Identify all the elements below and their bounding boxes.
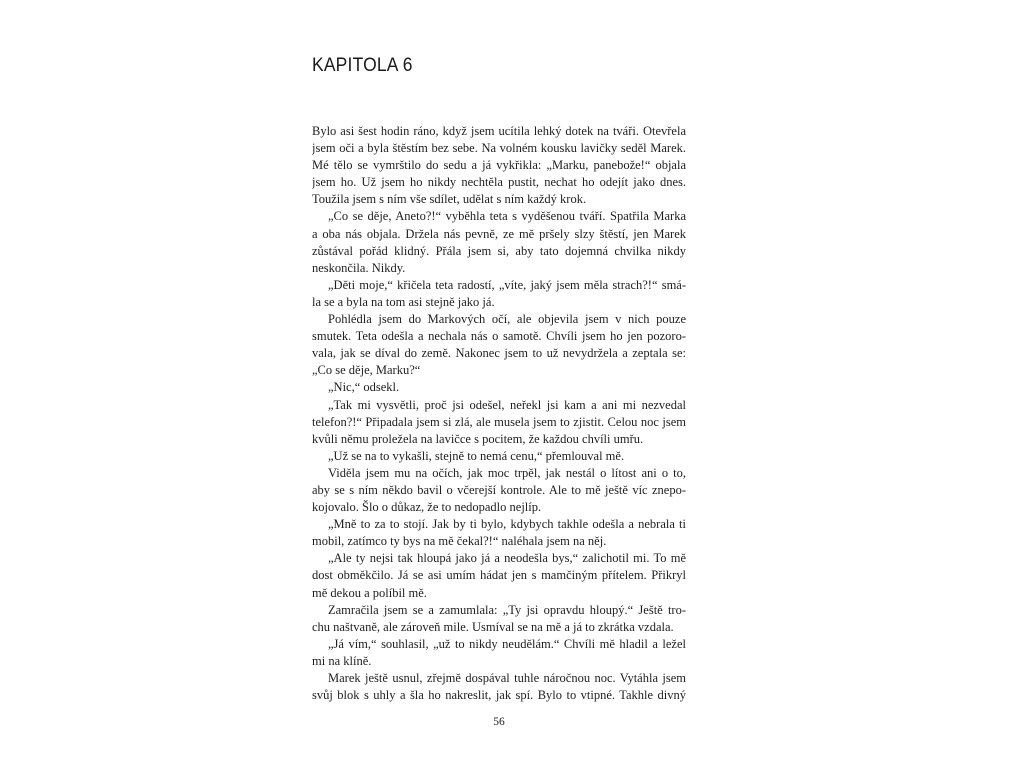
paragraph (312, 397, 686, 448)
page-number: 56 (493, 716, 505, 728)
text-line: „Já vím,“ souhlasil, „už to nikdy neudělám.“ Chvíli mě hladil a ležel (328, 636, 686, 651)
text-line: Pohlédla jsem do Markových očí, ale objevila jsem v nich pouze (328, 312, 686, 327)
text-line: dost obměkčilo. Já se asi umím hádat jen s mamčiným přítelem. Přikryl (312, 568, 686, 583)
chapter-body (312, 123, 686, 704)
paragraph (312, 311, 686, 379)
text-line: neskončila. Nikdy. (312, 260, 406, 275)
book-page (312, 0, 686, 768)
text-line: „Ale ty nejsi tak hloupá jako já a neodešla bys,“ zalichotil mi. To mě (328, 551, 686, 566)
paragraph (312, 602, 686, 636)
text-line: jsem ho. Už jsem ho nikdy nechtěla pustit, nechat ho odejít jako dnes. (312, 175, 686, 190)
text-line: „Co se děje, Aneto?!“ vyběhla teta s vyděšenou tváří. Spatřila Marka (328, 209, 686, 224)
text-line: Mé tělo se vymrštilo do sedu a já vykřikla: „Marku, panebože!“ objala (312, 158, 686, 173)
text-line: mě dekou a políbil mě. (312, 585, 427, 600)
text-line: „Nic,“ odsekl. (328, 380, 400, 395)
text-line: Zamračila jsem se a zamumlala: „Ty jsi opravdu hloupý.“ Ještě tro- (328, 602, 686, 617)
paragraph (312, 465, 686, 516)
text-line: aby se s ním někdo bavil o včerejší kontrole. Ale to mě ještě víc znepo- (312, 482, 686, 497)
text-line: Toužila jsem s ním vše sdílet, udělat s ním každý krok. (312, 192, 587, 207)
text-line: kojovalo. Šlo o důkaz, že to nedopadlo nejlíp. (312, 500, 542, 515)
text-line: jsem oči a byla štěstím bez sebe. Na volném kousku lavičky seděl Marek. (312, 141, 686, 156)
text-line: la se a byla na tom asi stejně jako já. (312, 294, 495, 309)
text-line: telefon?!“ Připadala jsem si zlá, ale musela jsem to zjistit. Celou noc jsem (312, 414, 686, 429)
paragraph (312, 208, 686, 276)
text-line: „Mně to za to stojí. Jak by ti bylo, kdybych takhle odešla a nebrala ti (328, 517, 686, 532)
paragraph (312, 123, 686, 208)
text-line: a oba nás objala. Držela nás pevně, ze mě pršely slzy štěstí, jen Marek (312, 226, 686, 241)
text-line: vala, jak se díval do země. Nakonec jsem to už nevydržela a zeptala se: (312, 346, 686, 361)
paragraph (312, 379, 686, 396)
paragraph (312, 636, 686, 670)
text-line: Viděla jsem mu na očích, jak moc trpěl, jak nestál o lítost ani o to, (328, 465, 686, 480)
text-line: zůstával pořád klidný. Přála jsem si, aby tato dojemná chvilka nikdy (312, 243, 686, 258)
text-line: „Tak mi vysvětli, proč jsi odešel, neřekl jsi kam a ani mi nezvedal (328, 397, 686, 412)
paragraph (312, 277, 686, 311)
text-line: chu naštvaně, ale zároveň mile. Usmíval se na mě a já to zkrátka vzdala. (312, 619, 674, 634)
chapter-title: KAPITOLA 6 (312, 55, 413, 76)
paragraph (312, 516, 686, 550)
paragraph (312, 670, 686, 704)
text-line: „Co se děje, Marku?“ (312, 363, 421, 378)
text-line: svůj blok s uhly a šla ho nakreslit, jak spí. Bylo to vtipné. Takhle divný (312, 688, 686, 703)
text-line: „Už se na to vykašli, stejně to nemá cenu,“ přemlouval mě. (328, 448, 625, 463)
paragraph (312, 550, 686, 601)
text-line: kvůli němu proležela na lavičce s pocitem, že každou chvíli umřu. (312, 431, 644, 446)
paragraph (312, 448, 686, 465)
text-line: Marek ještě usnul, zřejmě dospával tuhle náročnou noc. Vytáhla jsem (328, 671, 686, 685)
text-line: mobil, zatímco ty bys na mě čekal?!“ naléhala jsem na něj. (312, 534, 607, 549)
text-line: mi na klíně. (312, 653, 372, 668)
text-line: smutek. Teta odešla a nechala nás o samotě. Chvíli jsem ho jen pozoro- (312, 329, 686, 344)
text-line: „Děti moje,“ křičela teta radostí, „víte, jaký jsem měla strach?!“ smá- (328, 277, 686, 292)
text-line: Bylo asi šest hodin ráno, když jsem ucítila lehký dotek na tváři. Otevřela (312, 124, 686, 138)
